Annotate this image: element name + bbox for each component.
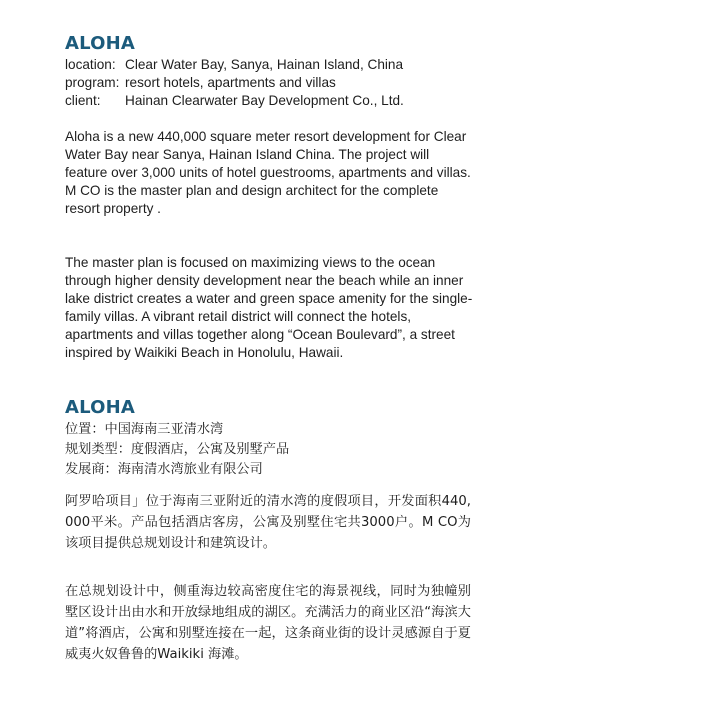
- location-label: location:: [65, 57, 116, 72]
- program-label: program:: [65, 75, 120, 90]
- client-row: [65, 92, 475, 110]
- client-value: Hainan Clearwater Bay Development Co., Ltd.: [125, 93, 404, 108]
- location-row: [65, 56, 475, 74]
- english-title: ALOHA: [65, 33, 136, 54]
- english-paragraph-1: Aloha is a new 440,000 square meter resort development for Clear Water Bay near Sanya, Hainan Island China. The project will feature over 3,000 units of hotel guestrooms, apartments and villas. M CO is the master plan and design architect for the complete resort property .: [65, 129, 471, 216]
- chinese-location-line: 位置：中国海南三亚清水湾: [65, 422, 224, 437]
- english-title-block: [65, 34, 475, 54]
- client-label: client:: [65, 93, 101, 108]
- chinese-paragraph-1: 阿罗哈项目」位于海南三亚附近的清水湾的度假项目，开发面积440, 000平米。产品包括酒店客房，公寓及别墅住宅共3000户。M CO为该项目提供总规划设计和建筑设计。: [65, 494, 471, 551]
- chinese-paragraph-2: 在总规划设计中，侧重海边较高密度住宅的海景视线，同时为独幢别墅区设计出由水和开放绿地组成的湖区。充满活力的商业区沿“海滨大道”将酒店，公寓和别墅连接在一起，这条商业街的设计灵感源自于夏威夷火奴鲁鲁的Waikiki 海滩。: [65, 584, 471, 662]
- english-paragraph-2: The master plan is focused on maximizing views to the ocean through higher density development near the beach while an inner lake district creates a water and green space amenity for the single-family villas. A vibrant retail district will connect the hotels, apartments and villas together along “Ocean Boulevard”, a street inspired by Waikiki Beach in Honolulu, Hawaii.: [65, 255, 473, 360]
- chinese-program-line: 规划类型：度假酒店，公寓及别墅产品: [65, 442, 290, 457]
- program-value: resort hotels, apartments and villas: [125, 75, 336, 90]
- english-meta: [65, 56, 475, 110]
- chinese-client-line: 发展商：海南清水湾旅业有限公司: [65, 462, 263, 477]
- chinese-title-block: [65, 398, 475, 418]
- chinese-title: ALOHA: [65, 397, 136, 418]
- chinese-meta: [65, 420, 475, 480]
- program-row: [65, 74, 475, 92]
- location-value: Clear Water Bay, Sanya, Hainan Island, China: [125, 57, 404, 72]
